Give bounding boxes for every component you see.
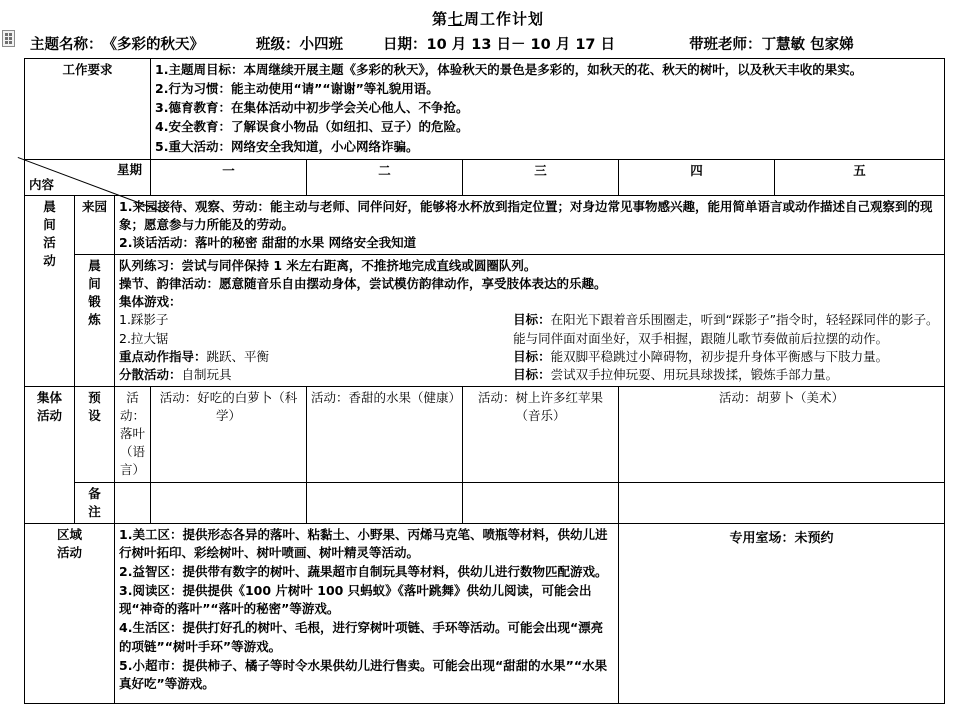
title-week-number: 七 — [447, 10, 464, 28]
work-requirement-item: 1.主题周目标：本周继续开展主题《多彩的秋天》，体验秋天的景色是多彩的，如秋天的花、秋天的树叶，以及秋天丰收的果实。 — [155, 62, 863, 77]
header-meta-row — [18, 33, 958, 54]
special-room-value: 未预约 — [794, 530, 834, 546]
planned-activity-mon: 活动：落叶（语言） — [115, 386, 151, 482]
remark-cell-wed — [307, 482, 463, 523]
work-requirement-item: 2.行为习惯：能主动使用“请”“谢谢”等礼貌用语。 — [155, 81, 439, 97]
exercise-games-goal-label: 目标： — [513, 312, 551, 328]
remark-cell-fri — [619, 482, 945, 523]
class-label: 班级： — [256, 37, 300, 53]
morning-label-char-3: 活 — [43, 234, 56, 250]
exercise-label-char-4: 炼 — [88, 312, 101, 328]
exercise-free-goal-text: 尝试双手拉伸玩耍、用玩具球拨揉，锻炼手部力量。 — [550, 366, 839, 382]
planned-activity-tue: 活动：好吃的白萝卜（科学） — [151, 386, 307, 482]
zone-activity-item: 3.阅读区：提供提供《100 片树叶 100 只蚂蚁》《落叶跳舞》供幼儿阅读，可能会出现“神奇的落叶”“落叶的秘密”等游戏。 — [119, 583, 592, 617]
work-requirements-content — [151, 59, 945, 160]
exercise-key-action-goal — [513, 348, 940, 366]
zone-label-char-2: 活动 — [56, 544, 82, 560]
exercise-label-char-1: 晨 — [88, 258, 101, 273]
morning-label-char-1: 晨 — [43, 198, 56, 214]
remarks-label-char-2: 注 — [88, 503, 101, 519]
arrival-content — [115, 195, 945, 254]
remarks-label-char-1: 备 — [88, 485, 101, 501]
planned-activity-fri: 活动：胡萝卜（美术） — [619, 386, 945, 482]
exercise-free-goal-label: 目标： — [513, 366, 551, 382]
remark-cell-tue — [151, 482, 307, 523]
exercise-key-action-row — [119, 348, 940, 366]
teacher-label: 带班老师： — [689, 37, 762, 53]
weekday-header-thu: 四 — [619, 159, 775, 195]
exercise-free-text: 自制玩具 — [181, 366, 232, 382]
title-prefix: 第 — [431, 10, 448, 28]
date-label: 日期： — [383, 37, 427, 53]
table-row-morning-exercise — [25, 255, 945, 387]
row-label-group-activity — [25, 386, 75, 523]
corner-label-weekday: 星期 — [116, 161, 142, 177]
zone-activity-item: 2.益智区：提供带有数字的树叶、蔬果超市自制玩具等材料，供幼儿进行数物匹配游戏。 — [119, 564, 608, 579]
zone-activity-item: 4.生活区：提供打好孔的树叶、毛根，进行穿树叶项链、手环等活动。可能会出现“漂亮的项链”“树叶手环”等游戏。 — [119, 620, 604, 654]
exercise-free-goal — [513, 366, 940, 384]
group-label-char-1: 集体 — [36, 389, 62, 405]
table-row-group-activity-remarks — [25, 482, 945, 523]
special-room-text — [623, 526, 940, 549]
special-room-label: 专用室场： — [729, 530, 795, 546]
table-row-weekday-header — [25, 159, 945, 195]
drag-handle-icon[interactable] — [2, 30, 15, 47]
exercise-label-char-2: 间 — [88, 276, 101, 292]
planned-activity-thu: 活动：树上许多红苹果（音乐） — [463, 386, 619, 482]
exercise-rhythm-line: 操节、韵律活动：愿意随音乐自由摆动身体，尝试模仿韵律动作，享受肢体表达的乐趣。 — [119, 276, 607, 292]
group-label-char-2: 活动 — [36, 408, 62, 423]
teacher-value: 丁慧敏 包家娣 — [761, 37, 854, 53]
weekday-header-wed: 三 — [463, 159, 619, 195]
exercise-key-action-label: 重点动作指导： — [119, 348, 207, 364]
remark-cell-thu — [463, 482, 619, 523]
exercise-free-activity — [119, 366, 513, 384]
work-requirement-item: 4.安全教育：了解误食小物品（如纽扣、豆子）的危险。 — [155, 119, 469, 135]
arrival-item: 2.谈话活动：落叶的秘密 甜甜的水果 网络安全我知道 — [119, 234, 417, 250]
table-row-zone-activity — [25, 523, 945, 703]
exercise-key-action-text: 跳跃、平衡 — [206, 348, 270, 364]
row-label-remarks — [75, 482, 115, 523]
weekday-header-fri: 五 — [775, 159, 945, 195]
title-suffix: 周工作计划 — [464, 10, 545, 28]
special-room-cell — [619, 523, 945, 703]
exercise-games-row — [119, 311, 940, 347]
exercise-free-row — [119, 366, 940, 384]
date-value: 10 月 13 日－ 10 月 17 日 — [426, 37, 616, 53]
weekday-header-mon: 一 — [151, 159, 307, 195]
corner-label-content: 内容 — [29, 176, 55, 192]
theme-label: 主题名称： — [30, 37, 103, 53]
exercise-games-goal — [513, 311, 940, 347]
exercise-free-label: 分散活动： — [119, 366, 182, 382]
theme-value: 《多彩的秋天》 — [102, 37, 204, 53]
exercise-label-char-3: 锻 — [88, 294, 101, 310]
table-row-work-requirements — [25, 59, 945, 160]
row-label-work-requirements: 工作要求 — [25, 59, 151, 160]
zone-activity-content — [115, 523, 619, 703]
zone-label-char-1: 区域 — [56, 526, 82, 542]
planned-label-char-1: 预 — [88, 389, 101, 405]
morning-label-char-4: 动 — [43, 253, 56, 268]
weekly-plan-table — [24, 58, 945, 704]
arrival-label-text: 来园 — [81, 198, 107, 214]
row-label-morning-activity — [25, 195, 75, 386]
corner-header-cell — [25, 159, 151, 195]
class-value: 小四班 — [299, 37, 343, 53]
table-row-group-activity-planned — [25, 386, 945, 482]
exercise-games-list — [119, 311, 513, 347]
remark-cell-mon — [115, 482, 151, 523]
exercise-key-action-goal-label: 目标： — [513, 348, 551, 364]
zone-activity-item: 1.美工区：提供形态各异的落叶、粘黏土、小野果、丙烯马克笔、喷瓶等材料，供幼儿进行树叶拓印、彩绘树叶、树叶喷画、树叶精灵等活动。 — [119, 526, 608, 560]
document-header — [18, 8, 958, 54]
row-label-zone-activity — [25, 523, 115, 703]
row-label-morning-exercise — [75, 255, 115, 387]
arrival-item: 1.来园接待、观察、劳动：能主动与老师、同伴问好，能够将水杯放到指定位置；对身边常见事物感兴趣，能用简单语言或动作描述自己观察到的现象；愿意参与力所能及的劳动。 — [119, 198, 933, 232]
weekday-header-tue: 二 — [307, 159, 463, 195]
morning-label-char-2: 间 — [43, 216, 56, 232]
page-title — [18, 8, 958, 29]
planned-activity-wed: 活动：香甜的水果（健康） — [307, 386, 463, 482]
planned-label-char-2: 设 — [88, 408, 101, 423]
exercise-key-action — [119, 348, 513, 366]
exercise-queue-line: 队列练习：尝试与同伴保持 1 米左右距离，不推挤地完成直线或圆圈队列。 — [119, 258, 537, 273]
exercise-key-action-goal-text: 能双脚平稳跳过小障碍物，初步提升身体平衡感与下肢力量。 — [550, 348, 889, 364]
zone-activity-item: 5.小超市：提供柿子、橘子等时令水果供幼儿进行售卖。可能会出现“甜甜的水果”“水果真好吃”等游戏。 — [119, 657, 608, 691]
work-requirement-item: 3.德育教育：在集体活动中初步学会关心他人、不争抢。 — [155, 100, 469, 116]
table-row-arrival — [25, 195, 945, 254]
row-label-planned — [75, 386, 115, 482]
exercise-game-item: 2.拉大锯 — [119, 330, 169, 346]
exercise-games-goal-text: 在阳光下跟着音乐围圈走，听到“踩影子”指令时，轻轻踩同伴的影子。能与同伴面对面坐好，双手相握，跟随儿歌节奏做前后拉摆的动作。 — [513, 312, 939, 346]
work-requirement-item: 5.重大活动：网络安全我知道，小心网络诈骗。 — [155, 138, 419, 154]
morning-exercise-content — [115, 255, 945, 387]
exercise-game-item: 1.踩影子 — [119, 312, 169, 328]
exercise-games-label: 集体游戏： — [119, 294, 182, 310]
